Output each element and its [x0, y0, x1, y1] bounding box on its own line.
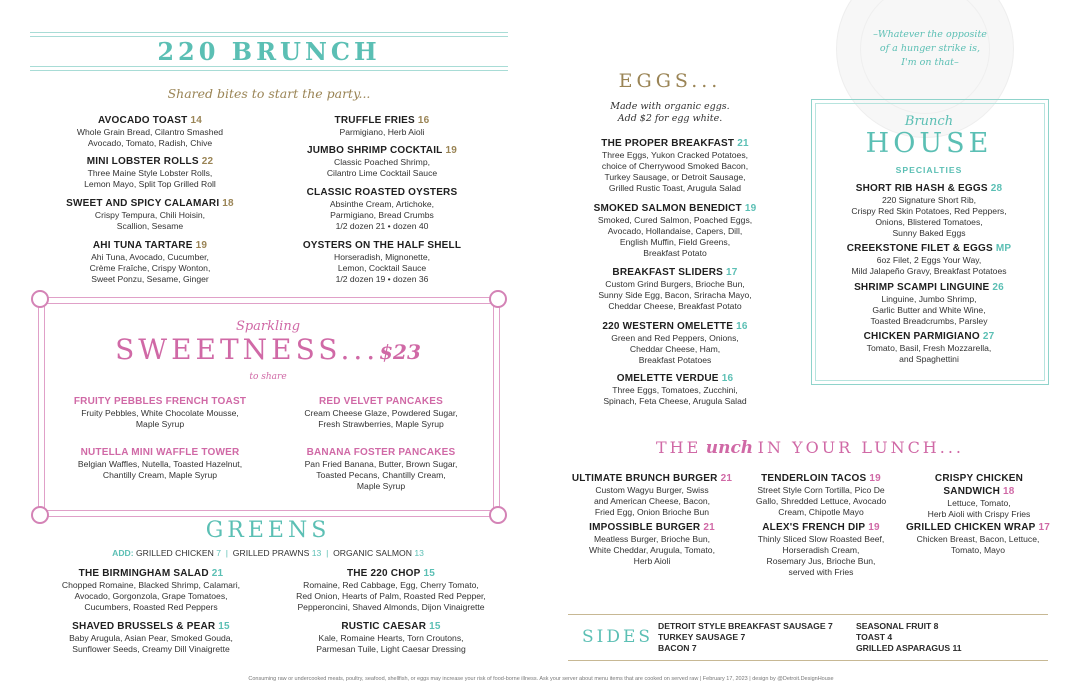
item-price: MP: [995, 243, 1012, 254]
item-desc: 1/2 dozen 21 • dozen 40: [335, 221, 429, 231]
header-rule-bottom: [30, 66, 508, 71]
item-price: 19: [744, 203, 757, 214]
lunch-title: [570, 438, 1050, 458]
item-price: 14: [190, 115, 202, 126]
sweet-item-banana-foster: [276, 446, 486, 492]
house-subtitle: SPECIALTIES: [895, 165, 963, 175]
item-desc: Tomato, Mayo: [951, 545, 1005, 555]
item-desc: Maple Syrup: [135, 419, 185, 429]
item-desc: Breakfast Potatoes: [638, 355, 712, 365]
sweet-item-fruity-pebbles: [56, 395, 264, 430]
sweetness-share: to share: [249, 372, 287, 382]
greens-item-rustic-caesar: [280, 620, 502, 655]
side-item: [658, 643, 833, 654]
item-name: ULTIMATE BRUNCH BURGER: [571, 473, 718, 484]
item-desc: Garlic Butter and White Wine,: [872, 305, 986, 315]
quote: [850, 28, 1010, 70]
add-label: ADD:: [112, 548, 134, 558]
item-desc: Meatless Burger, Brioche Bun,: [593, 534, 711, 544]
item-name: THE BIRMINGHAM SALAD: [78, 568, 209, 579]
item-desc: Crispy Tempura, Chili Hoisin,: [94, 210, 206, 220]
greens-title: GREENS: [205, 518, 331, 543]
sweetness-title: SWEETNESS...: [115, 333, 380, 366]
item-desc: Street Style Corn Tortilla, Pico De: [757, 485, 885, 495]
sweetness-price: $23: [379, 340, 421, 364]
lunch-item-ultimate-burger: [568, 472, 736, 518]
item-price: 21: [720, 473, 733, 484]
item-desc: Fried Egg, Onion Brioche Bun: [594, 507, 710, 517]
side-name: DETROIT STYLE BREAKFAST SAUSAGE: [658, 621, 826, 631]
item-desc: Cilantro Lime Cocktail Sauce: [326, 168, 438, 178]
lunch-item-crispy-chicken: [904, 472, 1054, 520]
item-name: RED VELVET PANCAKES: [318, 396, 443, 407]
item-price: 22: [201, 156, 214, 167]
item-desc: Toasted Breadcrumbs, Parsley: [870, 316, 988, 326]
item-name: AVOCADO TOAST: [98, 115, 188, 126]
item-name: SHORT RIB HASH & EGGS: [855, 183, 988, 194]
item-name: CRISPY CHICKEN: [934, 473, 1024, 484]
item-name: TRUFFLE FRIES: [334, 115, 415, 126]
item-price: 28: [990, 183, 1003, 194]
item-name-2: SANDWICH: [943, 486, 1001, 497]
item-desc: English Muffin, Field Greens,: [619, 237, 731, 247]
item-name: CLASSIC ROASTED OYSTERS: [306, 187, 458, 198]
item-desc: Gallo, Shredded Lettuce, Avocado: [755, 496, 887, 506]
quote-line: I'm on that–: [901, 57, 959, 68]
menu-item-mini-lobster-rolls: [50, 155, 250, 190]
lunch-item-impossible-burger: [568, 521, 736, 567]
item-name: FRUITY PEBBLES FRENCH TOAST: [73, 396, 247, 407]
eggs-item-salmon-benedict: [580, 202, 770, 259]
add-option: GRILLED PRAWNS: [232, 548, 310, 558]
greens-add-row: [38, 548, 498, 558]
item-desc: Onions, Blistered Tomatoes,: [875, 217, 983, 227]
item-desc: Fresh Strawberries, Maple Syrup: [318, 419, 444, 429]
lunch-title-script: unch: [705, 438, 754, 458]
item-name: JUMBO SHRIMP COCKTAIL: [306, 145, 443, 156]
item-name: THE 220 CHOP: [346, 568, 421, 579]
item-price: 21: [703, 522, 715, 533]
item-desc: choice of Cherrywood Smoked Bacon,: [601, 161, 749, 171]
house-item-chicken-parmigiano: [820, 330, 1038, 365]
side-price: 7: [827, 621, 833, 631]
greens-item-220-chop: [280, 567, 502, 613]
item-name: SHRIMP SCAMPI LINGUINE: [854, 282, 990, 293]
side-price: 4: [887, 632, 893, 642]
menu-item-sweet-spicy-calamari: [50, 197, 250, 232]
item-price: 17: [1038, 522, 1051, 533]
item-desc: Custom Grind Burgers, Brioche Bun,: [605, 279, 745, 289]
item-desc: Chicken Breast, Bacon, Lettuce,: [916, 534, 1040, 544]
item-desc: Turkey Sausage, or Detroit Sausage,: [604, 172, 746, 182]
item-price: 15: [218, 621, 230, 632]
menu-item-truffle-fries: [282, 114, 482, 138]
item-price: 15: [429, 621, 441, 632]
item-name: SMOKED SALMON BENEDICT: [593, 203, 742, 214]
lunch-title-a: THE: [655, 438, 702, 457]
item-desc: Sunny Baked Eggs: [892, 228, 966, 238]
item-name: TENDERLOIN TACOS: [761, 473, 867, 484]
item-desc: served with Fries: [788, 567, 854, 577]
item-name: SHAVED BRUSSELS & PEAR: [72, 621, 216, 632]
item-name: NUTELLA MINI WAFFLE TOWER: [80, 447, 240, 458]
quote-line: –Whatever the opposite: [873, 29, 987, 40]
item-desc: Mild Jalapeño Gravy, Breakfast Potatoes: [851, 266, 1007, 276]
sides-col-1: [658, 621, 833, 654]
item-desc: Rosemary Jus, Brioche Bun,: [766, 556, 876, 566]
side-name: SEASONAL FRUIT: [856, 621, 932, 631]
item-price: 15: [423, 568, 436, 579]
item-desc: Toasted Pecans, Chantilly Cream,: [316, 470, 446, 480]
eggs-note: [580, 101, 760, 125]
frame-ornament: [489, 290, 507, 308]
item-name: MINI LOBSTER ROLLS: [86, 156, 199, 167]
item-desc: Cream Cheese Glaze, Powdered Sugar,: [304, 408, 458, 418]
item-name: OMELETTE VERDUE: [616, 373, 719, 384]
lunch-title-b: IN YOUR LUNCH...: [757, 438, 965, 457]
item-price: 19: [195, 240, 208, 251]
item-desc: Lettuce, Tomato,: [947, 498, 1011, 508]
item-price: 18: [222, 198, 234, 209]
item-desc: Baby Arugula, Asian Pear, Smoked Gouda,: [69, 633, 233, 643]
add-price: 13: [414, 548, 424, 558]
quote-line: of a hunger strike is,: [879, 43, 981, 54]
item-price: 19: [869, 473, 881, 484]
item-desc: Crispy Red Skin Potatoes, Red Peppers,: [851, 206, 1007, 216]
house-item-creekstone-filet: [820, 242, 1038, 277]
item-name: THE PROPER BREAKFAST: [601, 138, 735, 149]
side-price: 7: [740, 632, 746, 642]
item-desc: Three Eggs, Yukon Cracked Potatoes,: [601, 150, 749, 160]
item-desc: Green and Red Peppers, Onions,: [611, 333, 739, 343]
item-desc: Parmigiano, Herb Aioli: [339, 127, 425, 137]
item-name: BREAKFAST SLIDERS: [612, 267, 724, 278]
sides-col-2: [856, 621, 962, 654]
item-price: 19: [868, 522, 880, 533]
item-desc: 1/2 dozen 19 • dozen 36: [335, 274, 429, 284]
item-price: 18: [1003, 486, 1015, 497]
side-item: [658, 632, 833, 643]
menu-item-classic-roasted-oysters: [282, 186, 482, 232]
item-desc: Fruity Pebbles, White Chocolate Mousse,: [81, 408, 239, 418]
add-separator: |: [225, 548, 229, 558]
item-desc: Lemon Mayo, Split Top Grilled Roll: [84, 179, 216, 189]
lunch-item-tenderloin-tacos: [736, 472, 906, 518]
sides-rule-bottom: [568, 660, 1048, 661]
item-desc: Herb Aioli: [633, 556, 671, 566]
item-desc: Ahi Tuna, Avocado, Cucumber,: [91, 252, 209, 262]
item-desc: Horseradish Cream,: [782, 545, 860, 555]
item-desc: Whole Grain Bread, Cilantro Smashed: [76, 127, 224, 137]
side-price: 11: [952, 643, 962, 653]
item-name: IMPOSSIBLE BURGER: [589, 522, 701, 533]
house-item-short-rib: [820, 182, 1038, 239]
side-name: GRILLED ASPARAGUS: [856, 643, 951, 653]
item-desc: Avocado, Hollandaise, Capers, Dill,: [607, 226, 743, 236]
item-desc: Horseradish, Mignonette,: [333, 252, 430, 262]
item-desc: Avocado, Gorgonzola, Grape Tomatoes,: [74, 591, 228, 601]
eggs-item-breakfast-sliders: [580, 266, 770, 312]
item-desc: Sunny Side Egg, Bacon, Sriracha Mayo,: [598, 290, 752, 300]
item-desc: Crème Fraîche, Crispy Wonton,: [89, 263, 211, 273]
eggs-item-proper-breakfast: [580, 137, 770, 194]
item-price: 21: [737, 138, 749, 149]
item-desc: and American Cheese, Bacon,: [593, 496, 711, 506]
sweetness-script: Sparkling: [235, 319, 301, 334]
item-desc: Smoked, Cured Salmon, Poached Eggs,: [597, 215, 753, 225]
shared-tagline: Shared bites to start the party...: [167, 86, 371, 101]
item-desc: Belgian Waffles, Nutella, Toasted Hazelnut,: [77, 459, 243, 469]
add-price: 13: [311, 548, 322, 558]
item-name: BANANA FOSTER PANCAKES: [306, 447, 456, 458]
item-price: 21: [211, 568, 224, 579]
item-desc: Pepperoncini, Shaved Almonds, Dijon Vinaigrette: [297, 602, 485, 612]
item-desc: Kale, Romaine Hearts, Torn Croutons,: [318, 633, 464, 643]
item-desc: Lemon, Cocktail Sauce: [337, 263, 427, 273]
item-desc: Linguine, Jumbo Shrimp,: [881, 294, 977, 304]
item-desc: Grilled Rustic Toast, Arugula Salad: [608, 183, 742, 193]
side-name: TURKEY SAUSAGE: [658, 632, 739, 642]
side-name: BACON: [658, 643, 690, 653]
side-item: [658, 621, 833, 632]
item-desc: White Cheddar, Arugula, Tomato,: [589, 545, 715, 555]
item-name: AHI TUNA TARTARE: [92, 240, 193, 251]
frame-ornament: [31, 290, 49, 308]
item-desc: Custom Wagyu Burger, Swiss: [595, 485, 709, 495]
greens-item-brussels-pear: [46, 620, 256, 655]
item-desc: Tomato, Basil, Fresh Mozzarella,: [866, 343, 992, 353]
item-desc: Parmigiano, Bread Crumbs: [330, 210, 434, 220]
sweetness-title-row: [38, 333, 498, 366]
item-desc: Three Maine Style Lobster Rolls,: [87, 168, 213, 178]
item-desc: Avocado, Tomato, Radish, Chive: [87, 138, 213, 148]
side-item: [856, 643, 962, 654]
item-desc: Breakfast Potato: [643, 248, 707, 258]
lunch-item-chicken-wrap: [898, 521, 1058, 556]
item-price: 17: [726, 267, 738, 278]
item-name: 220 WESTERN OMELETTE: [602, 321, 734, 332]
sides-rule-top: [568, 614, 1048, 615]
item-desc: Chantilly Cream, Maple Syrup: [102, 470, 218, 480]
menu-item-avocado-toast: [50, 114, 250, 149]
item-desc: Romaine, Red Cabbage, Egg, Cherry Tomato,: [303, 580, 479, 590]
menu-item-ahi-tuna-tartare: [50, 239, 250, 285]
house-title: HOUSE: [865, 128, 993, 159]
sides-title: SIDES: [582, 627, 654, 647]
item-desc: 220 Signature Short Rib,: [881, 195, 977, 205]
item-name: GRILLED CHICKEN WRAP: [905, 522, 1036, 533]
side-name: TOAST: [856, 632, 885, 642]
item-desc: Cheddar Cheese, Breakfast Potato: [608, 301, 742, 311]
item-price: 16: [721, 373, 734, 384]
house-item-shrimp-scampi: [820, 281, 1038, 327]
item-desc: Classic Poached Shrimp,: [333, 157, 430, 167]
item-desc: Cream, Chipotle Mayo: [778, 507, 864, 517]
item-desc: Thinly Sliced Slow Roasted Beef,: [757, 534, 885, 544]
item-desc: Absinthe Cream, Artichoke,: [329, 199, 435, 209]
item-desc: Sunflower Seeds, Creamy Dill Vinaigrette: [72, 644, 230, 654]
item-desc: and Spaghettini: [899, 354, 959, 364]
add-separator: |: [326, 548, 329, 558]
item-price: 16: [736, 321, 748, 332]
item-name: ALEX'S FRENCH DIP: [762, 522, 866, 533]
eggs-item-omelette-verdue: [580, 372, 770, 407]
sweet-item-red-velvet: [276, 395, 486, 430]
side-price: 7: [691, 643, 697, 653]
item-name: CREEKSTONE FILET & EGGS: [846, 243, 993, 254]
lunch-item-french-dip: [736, 521, 906, 578]
house-script: Brunch: [904, 114, 954, 129]
item-desc: Sweet Ponzu, Sesame, Ginger: [91, 274, 209, 284]
item-desc: Chopped Romaine, Blacked Shrimp, Calamari,: [61, 580, 241, 590]
item-price: 16: [417, 115, 430, 126]
item-desc: Maple Syrup: [356, 481, 406, 491]
eggs-note-line: Add $2 for egg white.: [617, 113, 723, 124]
sweet-item-nutella-waffle: [56, 446, 264, 481]
item-name: SWEET AND SPICY CALAMARI: [66, 198, 220, 209]
eggs-item-western-omelette: [580, 320, 770, 366]
item-name: CHICKEN PARMIGIANO: [863, 331, 980, 342]
item-desc: Scallion, Sesame: [116, 221, 184, 231]
menu-item-jumbo-shrimp-cocktail: [282, 144, 482, 179]
menu-item-oysters-half-shell: [282, 239, 482, 285]
item-name: OYSTERS ON THE HALF SHELL: [302, 240, 462, 251]
item-price: 27: [982, 331, 995, 342]
eggs-title: EGGS...: [618, 70, 722, 92]
item-name: RUSTIC CAESAR: [341, 621, 427, 632]
side-price: 8: [933, 621, 939, 631]
footer-disclaimer: Consuming raw or undercooked meats, poultry, seafood, shellfish, or eggs may increase your risk of food-borne illness. Ask your server about menu items that are cooked on served raw | February 17, 2023 | design by @Detroit.DesignHouse: [248, 676, 834, 682]
side-item: [856, 632, 962, 643]
greens-item-birmingham: [46, 567, 256, 613]
item-desc: Three Eggs, Tomatoes, Zucchini,: [612, 385, 738, 395]
side-item: [856, 621, 962, 632]
item-desc: Red Onion, Hearts of Palm, Roasted Red Pepper,: [296, 591, 486, 601]
item-desc: Parmesan Tuile, Light Caesar Dressing: [316, 644, 466, 654]
eggs-note-line: Made with organic eggs.: [610, 101, 730, 112]
item-desc: Spinach, Feta Cheese, Arugula Salad: [603, 396, 747, 406]
item-desc: Cheddar Cheese, Ham,: [629, 344, 721, 354]
item-desc: Pan Fried Banana, Butter, Brown Sugar,: [304, 459, 458, 469]
item-price: 26: [992, 282, 1004, 293]
add-option: GRILLED CHICKEN: [135, 548, 214, 558]
add-option: ORGANIC SALMON: [333, 548, 412, 558]
item-price: 19: [445, 145, 458, 156]
item-desc: Cucumbers, Roasted Red Peppers: [84, 602, 218, 612]
item-desc: Herb Aioli with Crispy Fries: [927, 509, 1031, 519]
item-desc: 6oz Filet, 2 Eggs Your Way,: [876, 255, 982, 265]
brunch-title: 220 BRUNCH: [157, 37, 381, 66]
add-price: 7: [216, 548, 221, 558]
